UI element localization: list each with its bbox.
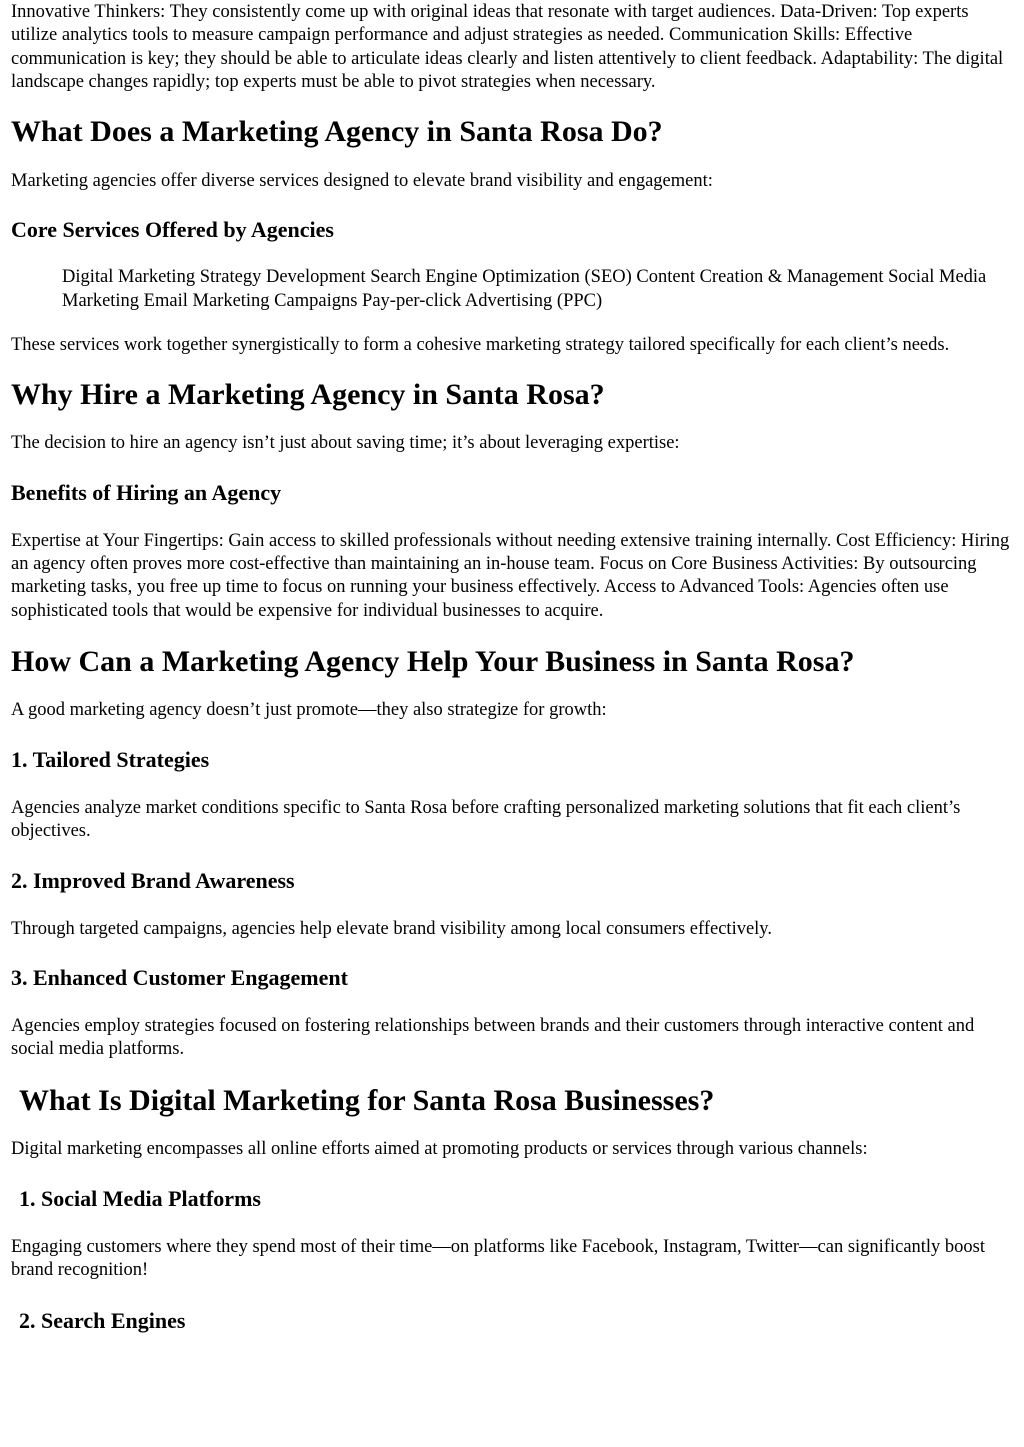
subheading-benefits: Benefits of Hiring an Agency [11,479,282,505]
item-heading-tailored-strategies: 1. Tailored Strategies [11,747,210,773]
item-text-customer-engagement: Agencies employ strategies focused on fostering relationships between brands and their customers through interactive content and social media platforms. [11,1016,975,1060]
item-text-tailored-strategies: Agencies analyze market conditions specific to Santa Rosa before crafting personalized marketing solutions that fit each client’s objectives. [11,798,961,842]
section-heading-what-does: What Does a Marketing Agency in Santa Rosa Do? [11,115,663,149]
item-heading-search-engines: 2. Search Engines [19,1307,186,1333]
section-heading-digital: What Is Digital Marketing for Santa Rosa Businesses? [19,1083,715,1117]
services-list: Digital Marketing Strategy Development Search Engine Optimization (SEO) Content Creation & Management Social Media Marketing Email Marketing Campaigns Pay-per-click Advertising (PPC) [62,267,987,311]
benefits-paragraph: Expertise at Your Fingertips: Gain access to skilled professionals without needing extensive training internally. Cost Efficiency: Hiring an agency often proves more cost-effective than maintaining an in-house team. Focus on Core Business Activities: By outsourcing marketing tasks, you free up time to focus on running your business effectively. Access to Advanced Tools: Agencies often use sophisticated tools that would be expensive for individual businesses to acquire. [11,530,1010,621]
article-page [0,1,1024,1334]
subheading-core-services: Core Services Offered by Agencies [11,217,334,243]
section-lead-digital: Digital marketing encompasses all online efforts aimed at promoting products or services through various channels: [11,1138,868,1159]
item-text-brand-awareness: Through targeted campaigns, agencies help elevate brand visibility among local consumers effectively. [11,918,772,939]
item-text-social-media: Engaging customers where they spend most of their time—on platforms like Facebook, Instagram, Twitter—can significantly boost brand recognition! [11,1236,986,1281]
services-closing-paragraph: These services work together synergistically to form a cohesive marketing strategy tailored specifically for each client’s needs. [11,335,950,356]
item-heading-social-media: 1. Social Media Platforms [19,1185,261,1211]
section-lead-why-hire: The decision to hire an agency isn’t just about saving time; it’s about leveraging expertise: [11,433,680,454]
item-heading-brand-awareness: 2. Improved Brand Awareness [11,867,295,893]
section-lead-how-help: A good marketing agency doesn’t just promote—they also strategize for growth: [11,699,607,720]
section-heading-why-hire: Why Hire a Marketing Agency in Santa Rosa? [11,378,605,412]
item-heading-customer-engagement: 3. Enhanced Customer Engagement [11,965,348,991]
intro-paragraph: Innovative Thinkers: They consistently come up with original ideas that resonate with target audiences. Data-Driven: Top experts utilize analytics tools to measure campaign performance and adjust strategies as needed. Communication Skills: Effective communication is key; they should be able to articulate ideas clearly and listen attentively to client feedback. Adaptability: The digital landscape changes rapidly; top experts must be able to pivot strategies when necessary. [11,2,1004,92]
section-heading-how-help: How Can a Marketing Agency Help Your Business in Santa Rosa? [11,644,855,678]
section-lead-what-does: Marketing agencies offer diverse services designed to elevate brand visibility and engagement: [11,171,713,192]
